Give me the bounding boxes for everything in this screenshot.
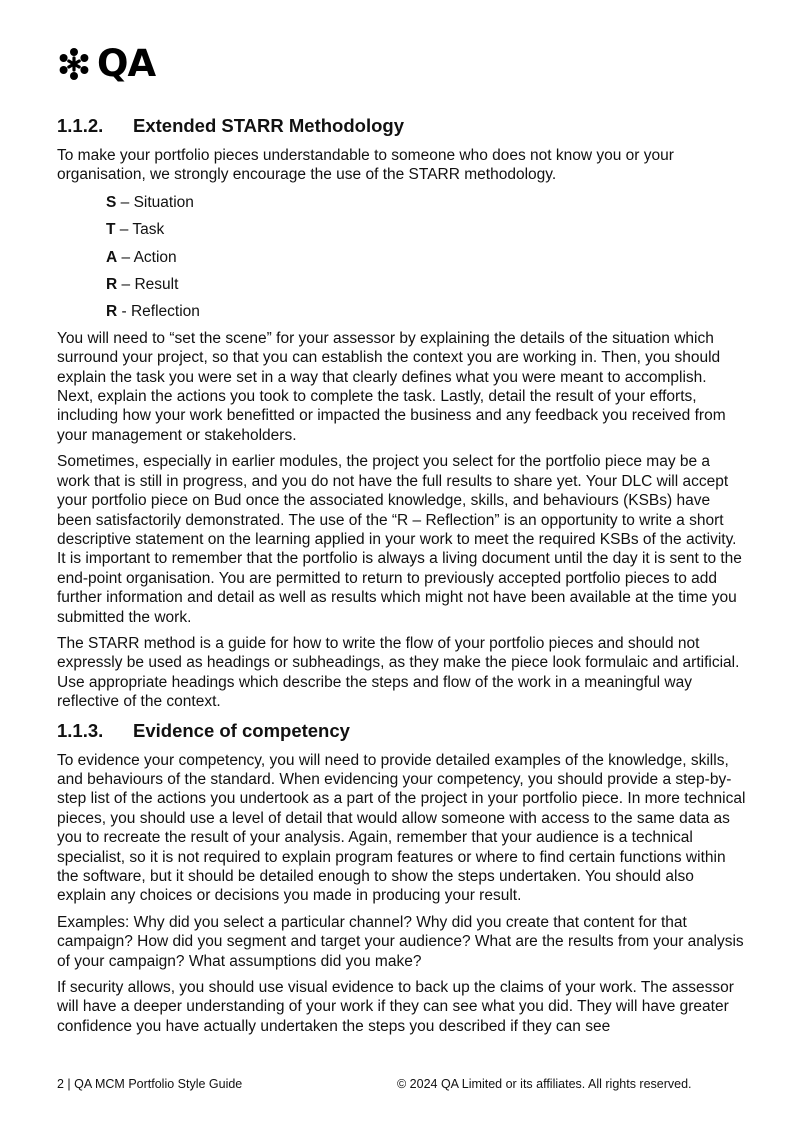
starr-word: Situation <box>133 193 194 211</box>
section-heading-1-1-2 <box>57 114 747 138</box>
section-heading-1-1-3 <box>57 719 747 743</box>
section-title: Extended STARR Methodology <box>133 115 404 136</box>
logo-text: QA <box>97 42 156 85</box>
competency-paragraph: To evidence your competency, you will need to provide detailed examples of the knowledge, skills, and behaviours of the standard. When evidencing your competency, you should provide a step-by-step list of the actions you undertook as a part of the project in your portfolio piece. In more technical pieces, you should use a level of detail that would allow someone with access to the same data as you to recreate the result of your analysis. Again, remember that your audience is a technical specialist, so it is not required to explain program features or where to find certain functions within the software, but it should be detailed enough to show the steps undertaken. You should also explain any choices or decisions you made in producing your result. <box>57 751 746 905</box>
starr-word: Task <box>132 221 165 239</box>
qa-logo <box>57 42 156 85</box>
starr-item-situation <box>106 193 747 212</box>
starr-separator: – <box>117 276 135 294</box>
starr-item-task <box>106 220 747 239</box>
starr-word: Action <box>133 248 177 266</box>
reflection-paragraph: Sometimes, especially in earlier modules, the project you select for the portfolio piece may be a work that is still in progress, and you do not have the full results to share yet. Your DLC will accept your portfolio piece on Bud once the associated knowledge, skills, and behaviours (KSBs) have been satisfactorily demonstrated. The use of the “R – Reflection” is an opportunity to write a short descriptive statement on the learning applied in your work to meet the required KSBs of the activity. It is important to remember that the portfolio is always a living document until the day it is sent to the end-point organisation. You are permitted to return to previously accepted portfolio pieces to add further information and detail as well as results which might not have been available at the time you submitted the work. <box>57 453 742 626</box>
visual-evidence-paragraph: If security allows, you should use visual evidence to back up the claims of your work. The assessor will have a deeper understanding of your work if they can see what you did. They will have greater confidence you have actually undertaken the steps you described if they can see <box>57 979 734 1035</box>
starr-separator: – <box>117 248 134 266</box>
scene-paragraph: You will need to “set the scene” for your assessor by explaining the details of the situation which surround your project, so that you can establish the context you are working in. Then, you should explain the task you were set in a way that clearly defines what you were meant to accomplish. Next, explain the actions you took to complete the task. Lastly, detail the result of your efforts, including how your work benefitted or impacted the business and any feedback you received from your management or stakeholders. <box>57 329 726 444</box>
section-title: Evidence of competency <box>133 719 350 741</box>
starr-letter: R <box>106 303 118 321</box>
starr-separator: – <box>115 221 133 239</box>
starr-separator: – <box>116 193 134 211</box>
examples-paragraph: Examples: Why did you select a particular channel? Why did you create that content for that campaign? How did you segment and target your audience? What are the results from your analysis of your campaign? What assumptions did you make? <box>57 913 744 970</box>
starr-letter: R <box>106 276 118 294</box>
footer-copyright: © 2024 QA Limited or its affiliates. All rights reserved. <box>397 1077 692 1091</box>
starr-list <box>57 193 747 322</box>
main-content <box>57 114 747 1036</box>
starr-separator: - <box>117 303 131 321</box>
asterisk-logo-icon <box>57 47 91 81</box>
starr-word: Result <box>134 276 179 294</box>
starr-item-reflection <box>106 302 747 321</box>
starr-letter: S <box>106 193 117 211</box>
intro-paragraph: To make your portfolio pieces understandable to someone who does not know you or your organisation, we strongly encourage the use of the STARR methodology. <box>57 147 674 184</box>
starr-guide-paragraph: The STARR method is a guide for how to write the flow of your portfolio pieces and should not expressly be used as headings or subheadings, as they make the piece look formulaic and artificial. Use appropriate headings which describe the steps and flow of the work in a meaningful way reflective of the context. <box>57 634 740 711</box>
starr-word: Reflection <box>130 303 200 321</box>
section-number: 1.1.2. <box>57 115 104 136</box>
footer-page-label: 2 | QA MCM Portfolio Style Guide <box>57 1077 243 1091</box>
starr-letter: A <box>106 248 118 266</box>
starr-letter: T <box>106 221 116 239</box>
starr-item-action <box>106 248 747 267</box>
section-number: 1.1.3. <box>57 719 104 741</box>
starr-item-result <box>106 275 747 294</box>
